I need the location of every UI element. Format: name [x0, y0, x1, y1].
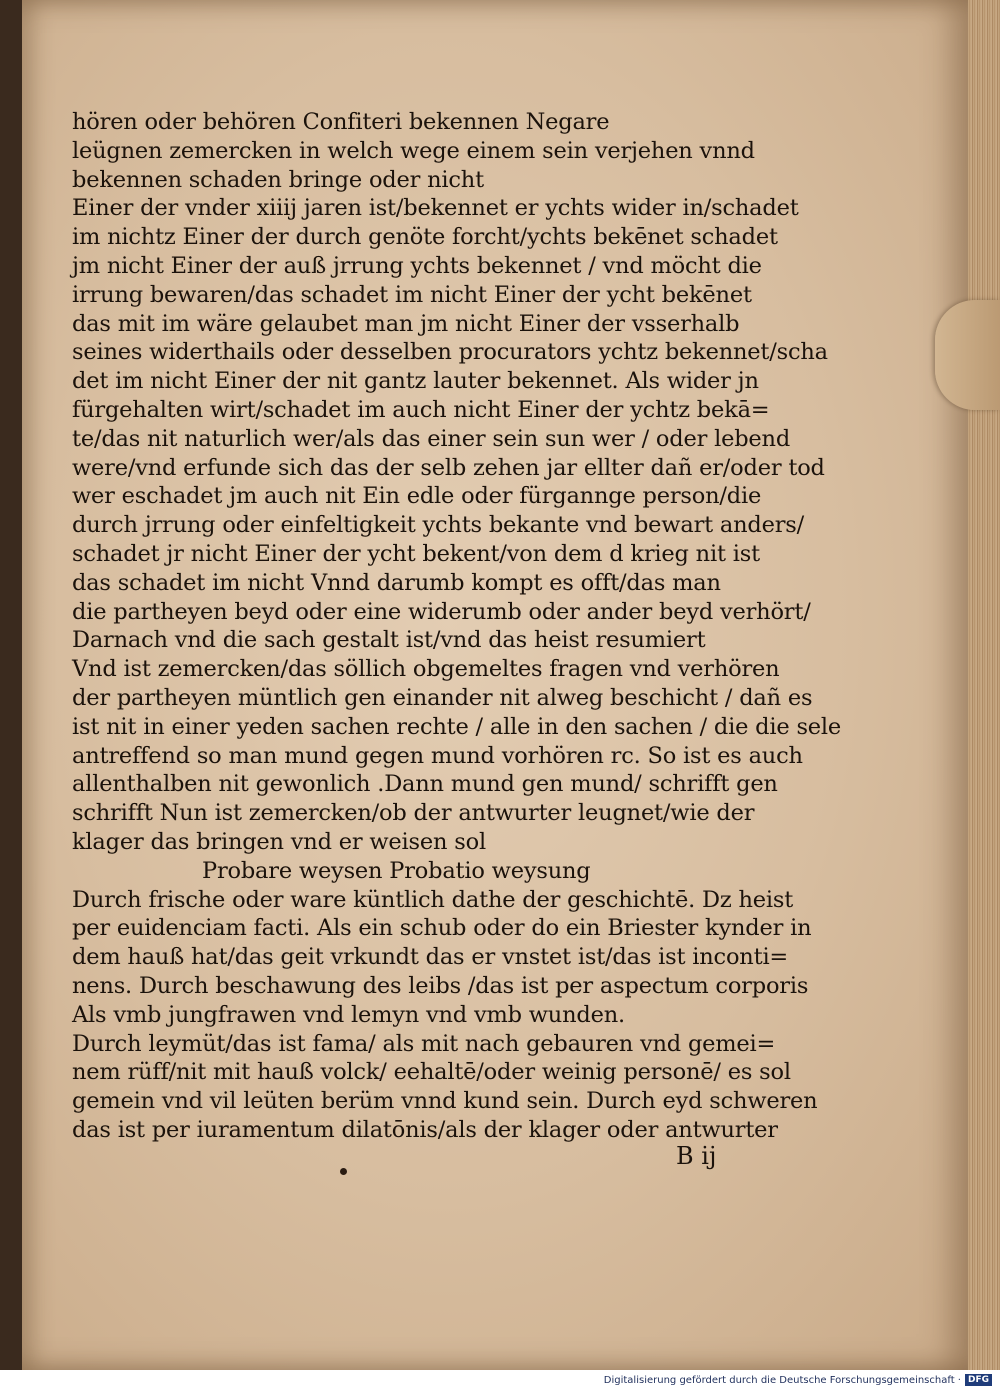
- text-line: Darnach vnd die sach gestalt ist/vnd das heist resumiert: [72, 627, 706, 654]
- text-line: ist nit in einer yeden sachen rechte / alle in den sachen / die die sele: [72, 713, 842, 740]
- text-line: nens. Durch beschawung des leibs /das ist per aspectum corporis: [72, 972, 809, 999]
- text-line: te/das nit naturlich wer/als das einer sein sun wer / oder lebend: [72, 425, 791, 452]
- text-line: nem rüff/nit mit hauß volck/ eehaltē/oder weinig personē/ es sol: [72, 1059, 791, 1086]
- page-text: [72, 108, 842, 1145]
- text-line: im nichtz Einer der durch genöte forcht/ychts bekēnet schadet: [72, 224, 778, 251]
- text-line: das schadet im nicht Vnnd darumb kompt es offt/das man: [72, 569, 721, 596]
- text-line: Einer der vnder xiiij jaren ist/bekennet er ychts wider in/schadet: [72, 195, 799, 222]
- text-line: allenthalben nit gewonlich .Dann mund gen mund/ schrifft gen: [72, 771, 778, 798]
- dfg-logo: DFG: [965, 1374, 992, 1386]
- text-line: Durch leymüt/das ist fama/ als mit nach gebauren vnd gemei=: [72, 1030, 776, 1057]
- text-line: hören oder behören Confiteri bekennen Negare: [72, 109, 610, 135]
- footer-credit: Digitalisierung gefördert durch die Deutsche Forschungsgemeinschaft ·: [603, 1374, 961, 1386]
- text-line: det im nicht Einer der nit gantz lauter bekennet. Als wider jn: [72, 368, 759, 395]
- text-line: die partheyen beyd oder eine widerumb oder ander beyd verhört/: [72, 598, 811, 625]
- text-line: wer eschadet jm auch nit Ein edle oder fürgannge person/die: [72, 483, 762, 510]
- text-line: klager das bringen vnd er weisen sol: [72, 828, 486, 855]
- ink-mark: [340, 1168, 347, 1175]
- text-line: schrifft Nun ist zemercken/ob der antwurter leugnet/wie der: [72, 800, 755, 827]
- text-line: der partheyen müntlich gen einander nit alweg beschicht / dañ es: [72, 684, 813, 711]
- text-line: Durch frische oder ware küntlich dathe der geschichtē. Dz heist: [72, 886, 794, 913]
- text-line: bekennen schaden bringe oder nicht: [72, 166, 484, 193]
- text-line: durch jrrung oder einfeltigkeit ychts bekante vnd bewart anders/: [72, 512, 805, 539]
- text-line: Vnd ist zemercken/das söllich obgemeltes fragen vnd verhören: [72, 656, 780, 683]
- text-line: gemein vnd vil leüten berüm vnnd kund sein. Durch eyd schweren: [72, 1088, 818, 1115]
- page-signature: B ij: [676, 1142, 717, 1170]
- text-line: das ist per iuramentum dilatōnis/als der klager oder antwurter: [72, 1116, 778, 1143]
- text-line: Als vmb jungfrawen vnd lemyn vnd vmb wunden.: [72, 1001, 625, 1028]
- text-line: schadet jr nicht Einer der ycht bekent/von dem d krieg nit ist: [72, 540, 760, 567]
- page-tab: [935, 300, 1000, 410]
- text-line: seines widerthails oder desselben procurators ychtz bekennet/scha: [72, 339, 828, 366]
- text-line: Probare weysen Probatio weysung: [202, 857, 591, 884]
- text-line: per euidenciam facti. Als ein schub oder do ein Briester kynder in: [72, 915, 812, 942]
- text-line: irrung bewaren/das schadet im nicht Einer der ycht bekēnet: [72, 281, 752, 308]
- page-edges: [968, 0, 1000, 1370]
- text-line: were/vnd erfunde sich das der selb zehen jar ellter dañ er/oder tod: [72, 454, 825, 481]
- text-line: dem hauß hat/das geit vrkundt das er vnstet ist/das ist inconti=: [72, 944, 789, 971]
- text-line: leügnen zemercken in welch wege einem sein verjehen vnnd: [72, 137, 755, 164]
- text-line: fürgehalten wirt/schadet im auch nicht Einer der ychtz bekā=: [72, 396, 770, 423]
- text-line: antreffend so man mund gegen mund vorhören rc. So ist es auch: [72, 742, 803, 769]
- text-line: das mit im wäre gelaubet man jm nicht Einer der vsserhalb: [72, 310, 740, 337]
- text-line: jm nicht Einer der auß jrrung ychts bekennet / vnd möcht die: [72, 252, 762, 279]
- footer-bar: [0, 1370, 1000, 1390]
